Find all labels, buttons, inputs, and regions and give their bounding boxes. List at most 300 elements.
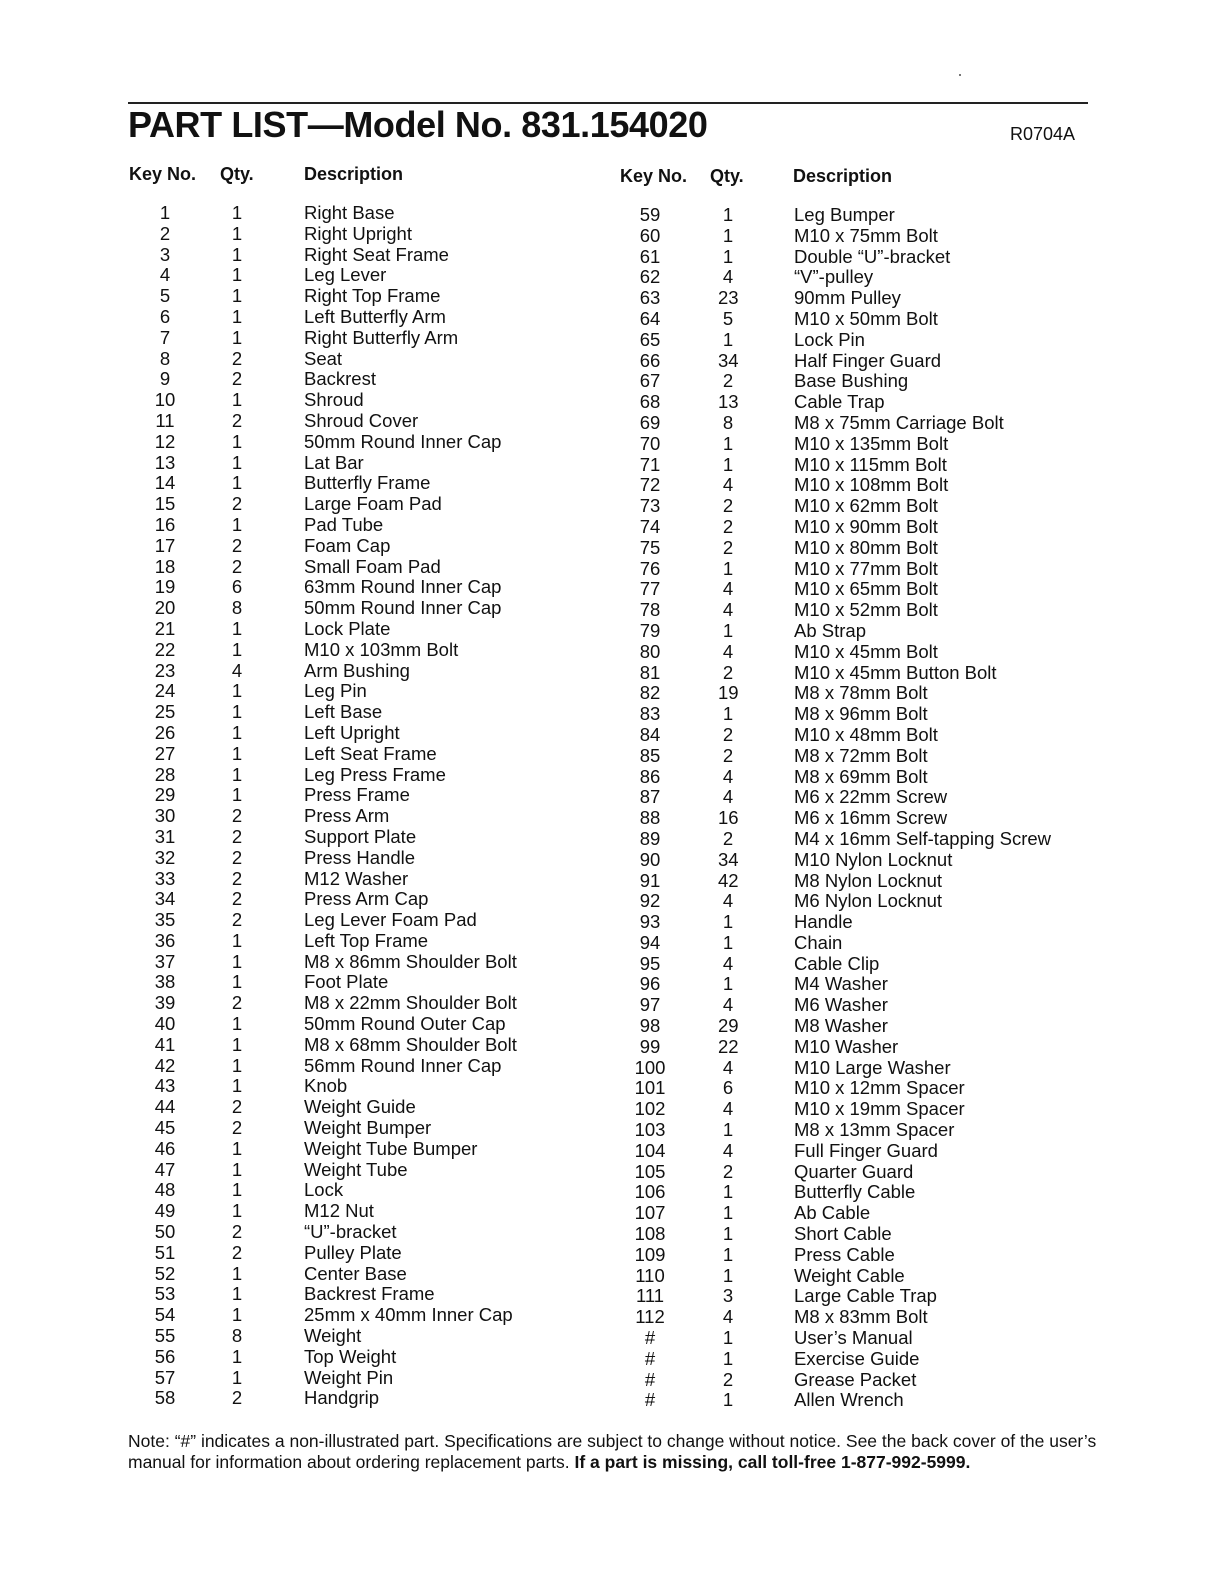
part-qty: 1 [722,1181,734,1203]
part-qty: 1 [231,971,243,993]
part-key: 46 [154,1137,176,1159]
part-qty: 1 [231,389,243,411]
part-key: 7 [159,326,171,348]
part-qty: 1 [231,1366,243,1388]
left-qty-header: Qty. [220,164,254,184]
part-qty: 6 [722,1077,734,1099]
part-qty: 13 [718,391,739,413]
part-row [0,555,1100,580]
part-description: Full Finger Guard [794,1139,938,1161]
part-row [0,576,1100,600]
part-qty: 2 [722,370,734,392]
part-qty: 4 [722,1306,734,1328]
part-description: Press Cable [794,1243,895,1265]
part-qty: 8 [231,1325,243,1347]
part-row [0,1117,1100,1141]
part-description: M8 Washer [794,1015,888,1037]
part-qty: 1 [231,784,243,806]
part-row [0,1096,1100,1120]
part-qty: 1 [231,451,243,473]
part-row [0,680,1100,704]
part-key: 16 [154,513,176,535]
part-key: 11 [155,409,175,431]
part-row [0,1366,1100,1391]
part-description: Press Arm [304,805,390,827]
part-description: Right Butterfly Arm [304,326,459,348]
part-row [0,825,1100,850]
part-key: 67 [639,370,661,392]
part-key: 52 [154,1262,176,1284]
part-key: 92 [639,890,661,912]
part-qty: 1 [231,721,243,743]
part-qty: 1 [231,1158,243,1180]
left-key-header: Key No. [129,164,197,184]
part-key: 53 [154,1283,176,1305]
part-row [0,1387,1100,1411]
part-row [0,451,1100,476]
part-key: 62 [639,266,661,288]
part-row [0,534,1100,559]
part-description: M10 x 75mm Bolt [794,224,938,246]
part-key: 91 [639,869,661,891]
part-description: M10 x 80mm Bolt [794,536,938,558]
part-description: Half Finger Guard [794,349,942,371]
part-qty: 2 [231,846,243,868]
part-qty: 22 [718,1035,739,1057]
part-qty: 2 [231,409,243,431]
part-qty: 1 [231,202,243,223]
part-qty: 1 [722,1389,734,1411]
part-qty: 1 [231,1075,243,1097]
part-qty: 1 [722,204,734,225]
part-key: 105 [634,1160,666,1182]
part-qty: 4 [722,1056,734,1078]
part-qty: 1 [231,1013,243,1035]
page-title: PART LIST—Model No. 831.154020 [128,104,708,145]
part-description: Weight Tube Bumper [304,1137,478,1159]
part-row [0,971,1100,995]
part-qty: 2 [231,1241,243,1263]
part-row [0,202,1100,226]
part-key: # [644,1368,656,1390]
part-qty: 2 [231,1387,243,1409]
part-key: 48 [154,1179,176,1201]
part-description: Right Top Frame [304,285,441,307]
part-description: “V”-pulley [794,266,874,288]
part-row [0,617,1100,642]
part-key: 24 [154,680,176,702]
part-description: M10 x 62mm Bolt [794,495,938,517]
part-row [0,326,1100,351]
part-qty: 34 [718,848,739,870]
part-qty: 29 [718,1015,739,1037]
part-description: Center Base [304,1262,407,1284]
part-qty: 4 [722,474,734,496]
part-description: Double “U”-bracket [794,245,951,267]
part-qty: 1 [231,929,243,951]
part-key: # [644,1327,656,1349]
part-description: M4 x 16mm Self-tapping Screw [794,827,1052,849]
part-description: Handgrip [304,1387,380,1409]
part-description: M8 x 69mm Bolt [794,765,928,787]
part-qty: 1 [231,222,243,244]
part-key: 58 [154,1387,176,1409]
part-description: Pad Tube [304,513,384,535]
part-qty: 2 [231,555,243,577]
part-key: 1 [159,202,171,223]
part-key: 22 [154,638,176,660]
part-row [0,347,1100,372]
right-desc-header: Description [793,166,893,186]
part-qty: 4 [722,599,734,621]
part-row [0,1179,1100,1203]
part-description: 50mm Round Inner Cap [304,430,502,452]
part-qty: 2 [231,805,243,827]
footnote [128,1431,1098,1473]
part-qty: 1 [231,513,243,535]
part-qty: 1 [722,432,734,454]
part-description: 90mm Pulley [794,287,901,309]
part-key: 85 [639,744,661,766]
part-description: Support Plate [304,825,417,847]
part-qty: 4 [722,1098,734,1120]
part-description: M8 x 78mm Bolt [794,682,928,704]
part-row [0,1054,1100,1079]
part-qty: 1 [231,285,243,307]
part-key: 38 [154,971,176,993]
part-qty: 2 [231,909,243,931]
part-key: 18 [154,555,176,577]
part-row [0,1158,1100,1183]
part-key: 73 [639,495,661,517]
part-qty: 1 [722,911,734,933]
part-description: M4 Washer [794,973,888,995]
part-qty: 1 [722,557,734,579]
part-row [0,742,1100,767]
part-key: 29 [154,784,176,806]
part-description: M8 x 72mm Bolt [794,744,928,766]
part-description: 25mm x 40mm Inner Cap [304,1304,513,1326]
part-key: 37 [154,950,176,972]
part-qty: 2 [231,368,243,390]
part-row [0,1283,1100,1307]
part-row [0,1137,1100,1162]
part-row [0,389,1100,413]
part-description: Weight Pin [304,1366,394,1388]
part-description: M10 Nylon Locknut [794,848,953,870]
part-key: 60 [639,224,661,246]
part-key: 103 [634,1119,666,1141]
part-description: Leg Lever Foam Pad [304,909,477,931]
part-key: 27 [154,742,176,764]
part-qty: 1 [722,453,734,475]
part-qty: 4 [722,266,734,288]
part-qty: 2 [722,536,734,558]
part-qty: 2 [231,867,243,889]
part-qty: 1 [722,1327,734,1349]
part-key: 25 [154,701,176,723]
footnote-bold: If a part is missing, call toll-free 1-877-992-5999. [574,1452,971,1472]
part-row [0,659,1100,684]
part-key: 19 [154,576,176,598]
part-description: M10 x 90mm Bolt [794,515,938,537]
part-qty: 4 [722,765,734,787]
part-qty: 2 [722,1368,734,1390]
part-key: 6 [159,305,171,327]
part-key: 99 [639,1035,661,1057]
part-qty: 34 [718,349,739,371]
part-key: 95 [639,952,661,974]
part-qty: 2 [722,1160,734,1182]
part-description: M10 x 12mm Spacer [794,1077,965,1099]
part-description: M10 Large Washer [794,1056,951,1078]
part-description: Weight Bumper [304,1117,432,1139]
part-description: Lock [304,1179,344,1201]
part-row [0,1200,1100,1224]
part-description: Cable Clip [794,952,880,974]
part-key: 32 [154,846,176,868]
part-description: Foam Cap [304,534,391,556]
part-key: 88 [639,807,661,829]
right-key-header: Key No. [620,166,688,186]
part-key: 36 [154,929,176,951]
part-key: 33 [154,867,176,889]
part-row [0,701,1100,725]
part-key: 3 [159,243,171,265]
part-qty: 23 [718,287,739,309]
part-key: 41 [154,1033,176,1055]
part-description: M10 x 52mm Bolt [794,599,938,621]
part-description: Right Upright [304,222,412,244]
part-row [0,1325,1100,1349]
part-qty: 2 [231,888,243,910]
part-key: 64 [639,307,661,329]
part-description: M8 x 96mm Bolt [794,703,928,725]
part-description: 56mm Round Inner Cap [304,1054,502,1076]
part-qty: 1 [231,742,243,764]
part-qty: 1 [231,1304,243,1326]
part-key: 42 [154,1054,176,1076]
part-key: 59 [639,204,661,225]
part-description: Backrest Frame [304,1283,435,1305]
part-qty: 2 [231,493,243,515]
part-qty: 2 [231,347,243,369]
part-qty: 2 [231,1221,243,1243]
part-description: Handle [794,911,853,933]
part-qty: 6 [231,576,243,598]
part-key: 31 [154,825,176,847]
part-qty: 1 [231,1179,243,1201]
part-key: 96 [639,973,661,995]
left-desc-header: Description [304,164,404,184]
part-row [0,368,1100,392]
part-key: 104 [634,1139,666,1161]
part-qty: 4 [722,1139,734,1161]
part-description: Allen Wrench [794,1389,904,1411]
part-qty: 1 [722,328,734,350]
part-qty: 1 [722,1264,734,1286]
part-qty: 1 [231,430,243,452]
part-description: M6 x 22mm Screw [794,786,948,808]
part-description: Seat [304,347,343,369]
part-description: 63mm Round Inner Cap [304,576,502,598]
part-description: Shroud Cover [304,409,419,431]
part-qty: 4 [722,952,734,974]
part-qty: 1 [231,243,243,265]
part-qty: 1 [722,931,734,953]
part-description: M12 Washer [304,867,409,889]
part-description: M6 Washer [794,994,888,1016]
part-description: Left Base [304,701,383,723]
part-description: Ab Strap [794,619,866,641]
part-description: Ab Cable [794,1202,871,1224]
stray-mark [959,74,961,76]
part-qty: 4 [722,786,734,808]
part-qty: 2 [231,534,243,556]
part-qty: 3 [722,1285,734,1307]
part-description: Lock Pin [794,328,865,350]
part-key: 71 [639,453,661,475]
part-qty: 1 [231,1262,243,1284]
part-row [0,1262,1100,1287]
part-description: Leg Bumper [794,204,895,225]
part-key: 72 [639,474,661,496]
part-qty: 4 [722,640,734,662]
part-key: 5 [159,285,171,307]
part-row [0,1345,1100,1370]
part-key: 35 [154,909,176,931]
part-row [0,805,1100,829]
part-qty: 2 [722,495,734,517]
part-description: Leg Press Frame [304,763,446,785]
part-description: M12 Nut [304,1200,374,1222]
part-qty: 1 [231,1345,243,1367]
document-code: R0704A [1010,124,1076,144]
part-description: Cable Trap [794,391,885,413]
part-row [0,992,1100,1016]
part-key: 70 [639,432,661,454]
part-key: 8 [159,347,171,369]
part-qty: 2 [231,825,243,847]
part-row [0,285,1100,309]
part-key: 84 [639,723,661,745]
part-qty: 1 [722,1243,734,1265]
part-key: 55 [154,1325,176,1347]
part-description: M10 x 135mm Bolt [794,432,949,454]
part-key: 80 [639,640,661,662]
part-qty: 1 [722,619,734,641]
footnote-text: Note: “#” indicates a non-illustrated part. Specifications are subject to change without notice. See the back cover of the user’s manual for information about ordering replacement parts. [128,1431,1097,1472]
part-qty: 1 [231,264,243,286]
part-qty: 1 [722,1347,734,1369]
part-description: Lock Plate [304,617,391,639]
part-description: “U”-bracket [304,1221,397,1243]
part-key: 14 [154,472,176,494]
part-description: 50mm Round Inner Cap [304,597,502,619]
part-qty: 1 [231,617,243,639]
part-key: 93 [639,911,661,933]
part-row [0,1241,1100,1266]
part-row [0,1075,1100,1099]
part-description: M10 x 103mm Bolt [304,638,459,660]
part-row [0,305,1100,330]
part-key: 68 [639,391,661,413]
part-description: Large Foam Pad [304,493,442,515]
part-qty: 2 [722,661,734,683]
part-row [0,1221,1100,1245]
part-qty: 1 [231,1054,243,1076]
part-qty: 1 [231,950,243,972]
part-row [0,846,1100,871]
part-key: # [644,1389,656,1411]
part-qty: 8 [231,597,243,619]
part-key: 12 [154,430,176,452]
part-qty: 1 [722,1223,734,1245]
part-description: Right Base [304,202,395,223]
part-qty: 4 [722,578,734,600]
part-description: Lat Bar [304,451,364,473]
part-description: Arm Bushing [304,659,410,681]
part-row [0,264,1100,288]
part-key: 69 [639,411,661,433]
part-key: 86 [639,765,661,787]
part-key: 98 [639,1015,661,1037]
part-key: 2 [159,222,171,244]
part-key: 21 [154,617,176,639]
part-key: 110 [635,1264,665,1286]
part-key: 65 [639,328,661,350]
part-qty: 1 [722,224,734,246]
part-key: 79 [639,619,661,641]
part-qty: 1 [231,1200,243,1222]
part-key: 109 [634,1243,666,1265]
part-key: 56 [154,1345,176,1367]
part-qty: 4 [231,659,243,681]
part-description: Chain [794,931,843,953]
part-key: 44 [154,1096,176,1118]
part-description: Press Frame [304,784,410,806]
part-key: 97 [639,994,661,1016]
part-key: 30 [154,805,176,827]
part-qty: 2 [231,1117,243,1139]
part-description: 50mm Round Outer Cap [304,1013,506,1035]
part-key: 4 [159,264,171,286]
part-key: 15 [154,493,176,515]
part-qty: 4 [722,890,734,912]
part-qty: 4 [722,994,734,1016]
part-key: 94 [639,931,661,953]
part-description: Quarter Guard [794,1160,914,1182]
part-description: Backrest [304,368,376,390]
part-description: Leg Lever [304,264,387,286]
part-key: 34 [154,888,176,910]
part-description: M10 Washer [794,1035,899,1057]
part-qty: 19 [718,682,739,704]
part-qty: 1 [231,1283,243,1305]
part-description: Right Seat Frame [304,243,449,265]
part-qty: 42 [718,869,739,891]
part-description: Small Foam Pad [304,555,441,577]
part-key: 49 [154,1200,176,1222]
part-qty: 2 [722,723,734,745]
part-qty: 1 [231,326,243,348]
part-row [0,721,1100,746]
part-key: # [644,1347,656,1369]
part-qty: 8 [722,411,734,433]
part-row [0,929,1100,954]
part-key: 57 [154,1366,176,1388]
part-row [0,1013,1100,1037]
